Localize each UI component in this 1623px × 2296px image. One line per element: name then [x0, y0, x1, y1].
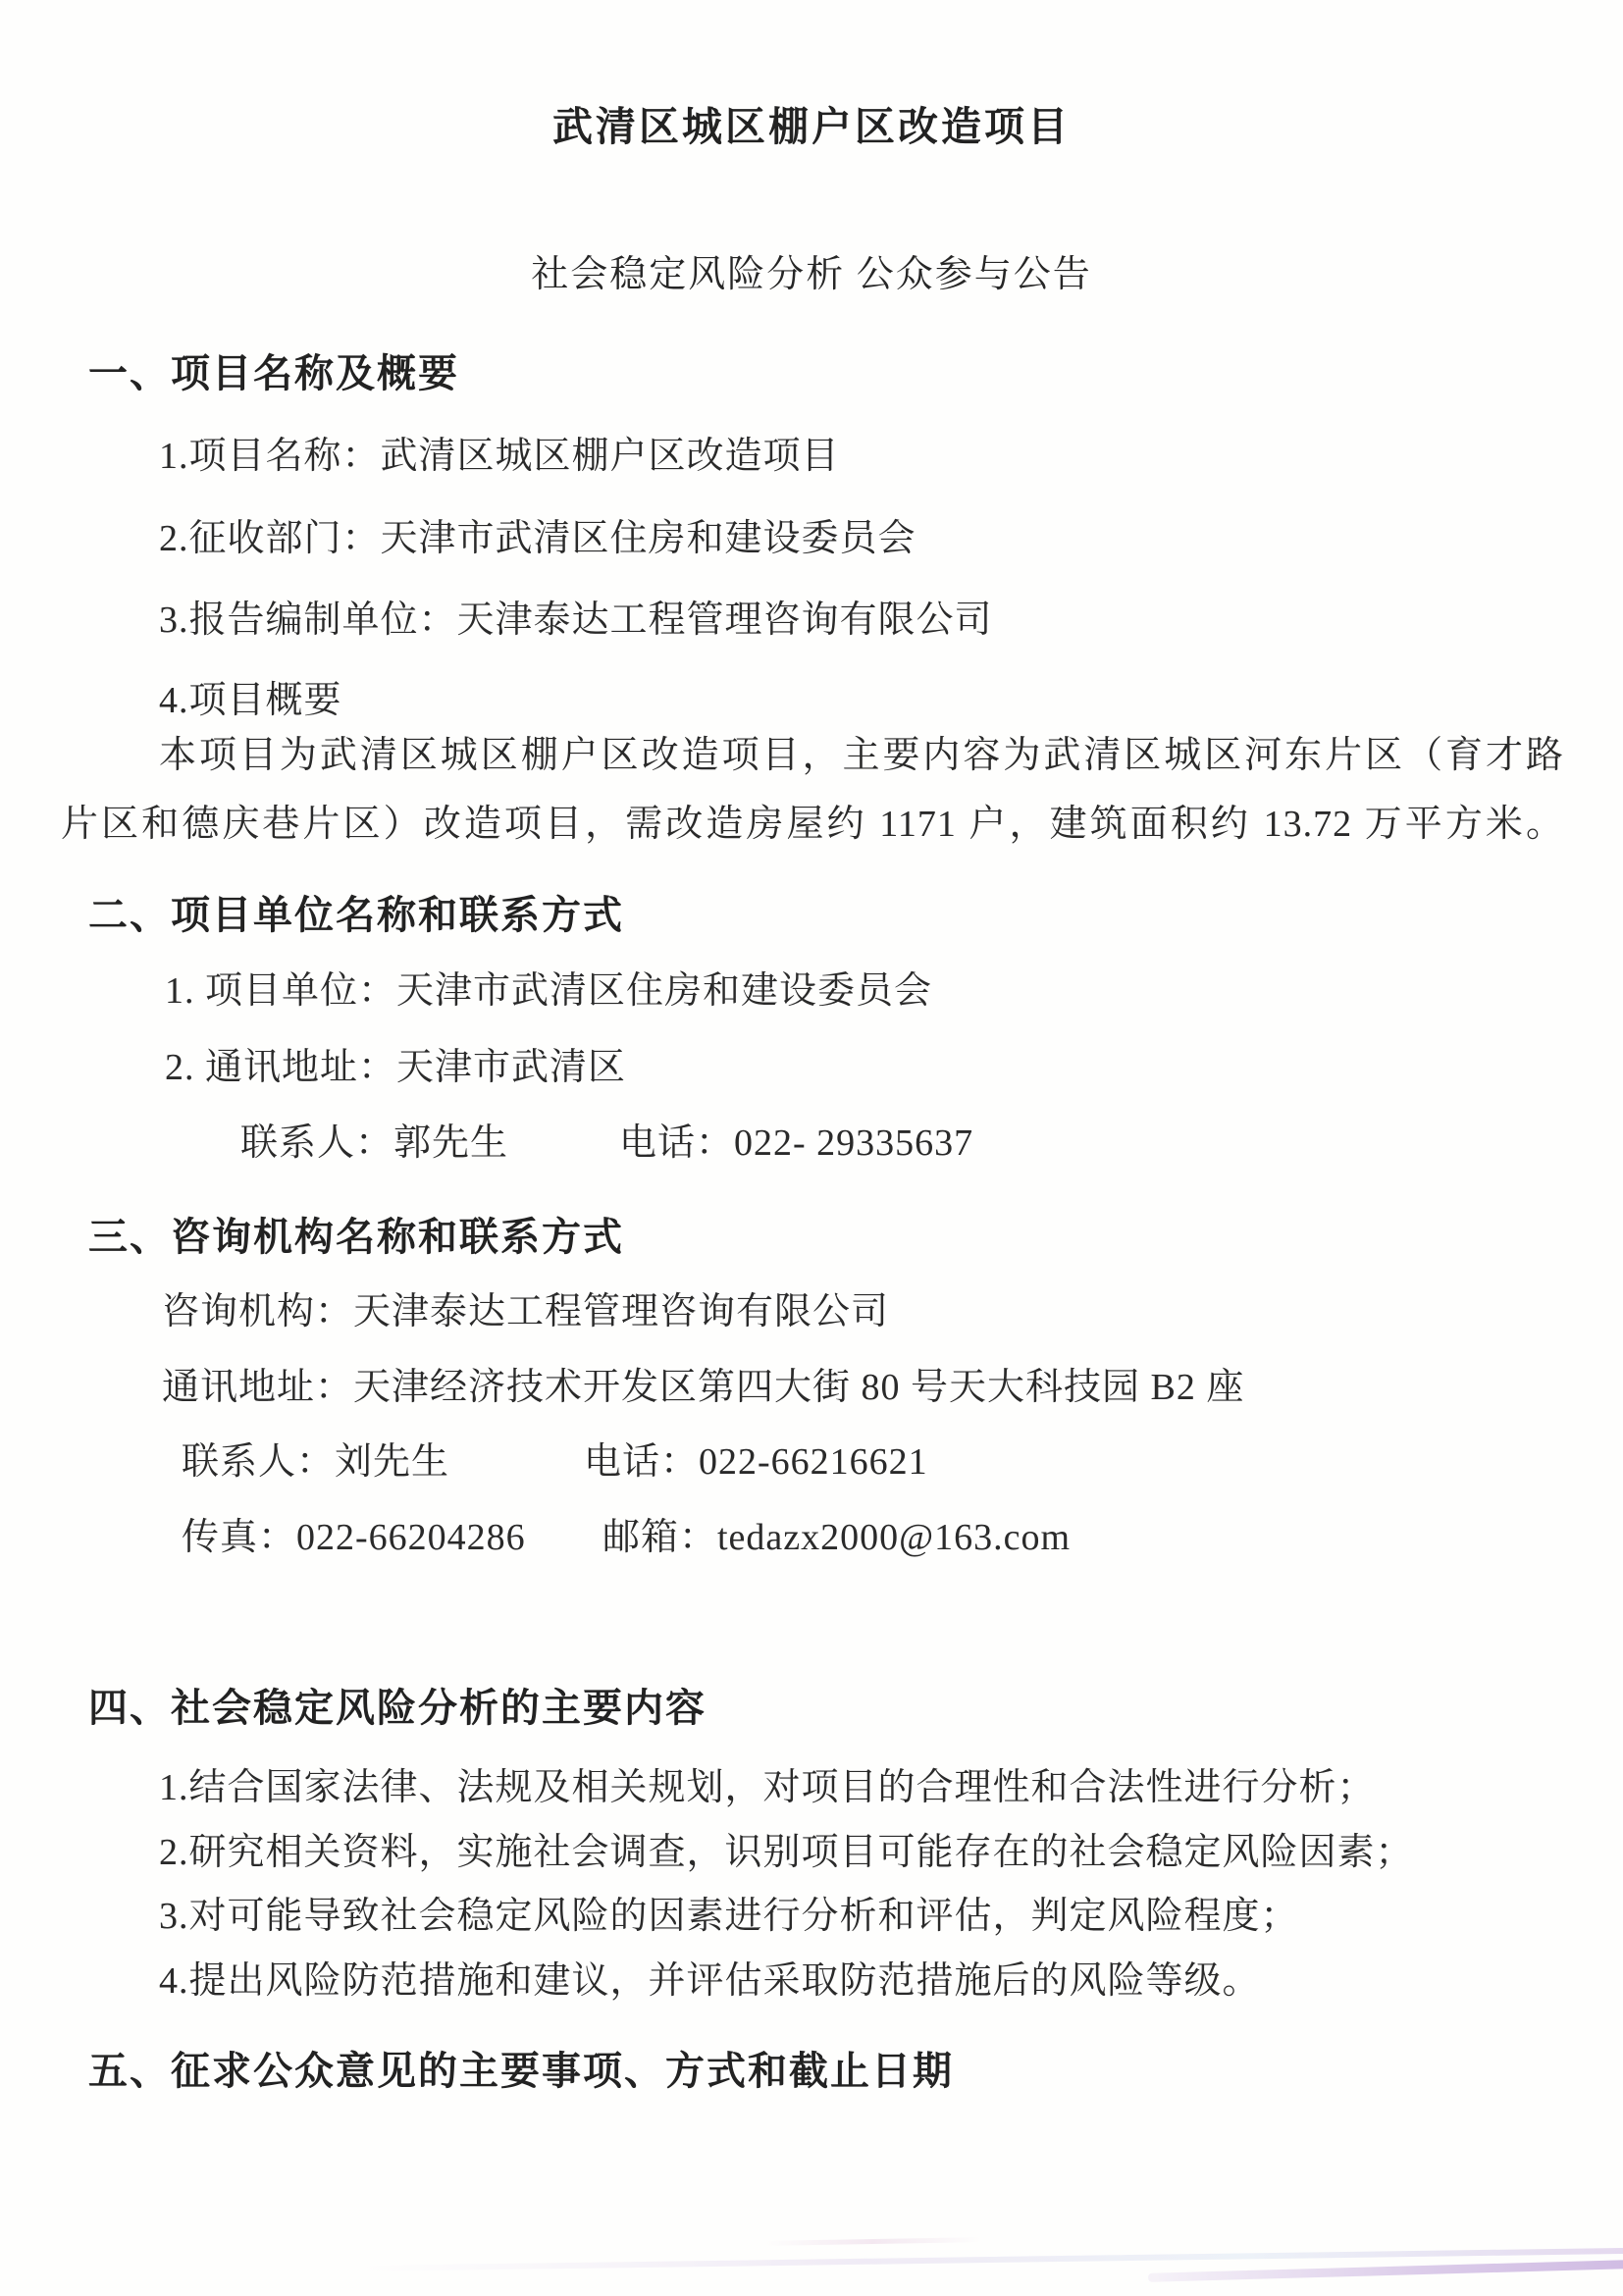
section5-heading: 五、征求公众意见的主要事项、方式和截止日期 — [88, 2050, 954, 2093]
section3-heading: 三、咨询机构名称和联系方式 — [88, 1216, 624, 1259]
section4-item-2: 2.研究相关资料，实施社会调查，识别项目可能存在的社会稳定风险因素； — [159, 1832, 1414, 1873]
section3-fax: 传真：022-66204286 — [182, 1517, 526, 1558]
section4-item-4: 4.提出风险防范措施和建议，并评估采取防范措施后的风险等级。 — [159, 1960, 1261, 2002]
section1-item-project-name: 1.项目名称：武清区城区棚户区改造项目 — [159, 436, 840, 477]
section4-heading: 四、社会稳定风险分析的主要内容 — [88, 1687, 707, 1730]
section1-summary-line-2: 片区和德庆巷片区）改造项目，需改造房屋约 1171 户，建筑面积约 13.72 万平方米。 — [61, 804, 1564, 845]
section3-mailing-address: 通讯地址：天津经济技术开发区第四大街 80 号天大科技园 B2 座 — [162, 1367, 1245, 1408]
section1-item-project-summary-label: 4.项目概要 — [159, 680, 342, 721]
section1-heading: 一、项目名称及概要 — [88, 352, 459, 395]
section2-contact-person: 联系人：郭先生 — [240, 1122, 509, 1164]
section2-item-mailing-address: 2. 通讯地址：天津市武清区 — [165, 1047, 627, 1088]
document-subtitle: 社会稳定风险分析 公众参与公告 — [531, 254, 1092, 295]
section2-heading: 二、项目单位名称和联系方式 — [88, 894, 624, 937]
section3-email: 邮箱：tedazx2000@163.com — [602, 1517, 1072, 1558]
section1-item-report-compiler: 3.报告编制单位：天津泰达工程管理咨询有限公司 — [159, 600, 993, 641]
section3-contact-person: 联系人：刘先生 — [182, 1441, 450, 1483]
scan-artifact-smudge — [765, 2237, 981, 2246]
section1-summary-line-1: 本项目为武清区城区棚户区改造项目，主要内容为武清区城区河东片区（育才路 — [159, 735, 1564, 776]
section4-item-1: 1.结合国家法律、法规及相关规划，对项目的合理性和合法性进行分析； — [159, 1767, 1376, 1808]
section2-phone: 电话：022- 29335637 — [619, 1122, 974, 1164]
scan-artifact-streak-purple — [1148, 2260, 1623, 2282]
section2-item-project-unit: 1. 项目单位：天津市武清区住房和建设委员会 — [165, 970, 933, 1012]
section3-phone: 电话：022-66216621 — [584, 1441, 928, 1483]
document-title: 武清区城区棚户区改造项目 — [552, 104, 1071, 149]
section4-item-3: 3.对可能导致社会稳定风险的因素进行分析和评估，判定风险程度； — [159, 1896, 1299, 1937]
section1-item-expropriation-dept: 2.征收部门：天津市武清区住房和建设委员会 — [159, 518, 916, 559]
section3-consulting-agency: 咨询机构：天津泰达工程管理咨询有限公司 — [162, 1291, 890, 1332]
